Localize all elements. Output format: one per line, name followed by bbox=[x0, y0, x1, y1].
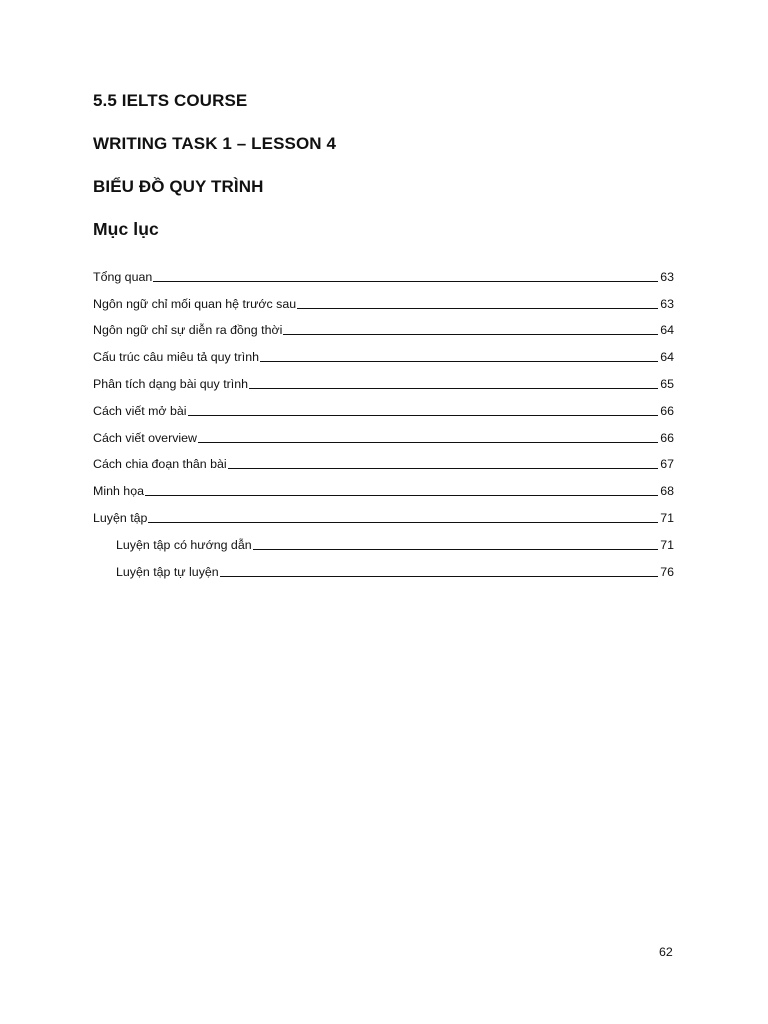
toc-entry-label: Cách viết overview bbox=[93, 430, 197, 445]
toc-entry[interactable] bbox=[93, 338, 674, 365]
toc-leader-line bbox=[220, 575, 658, 577]
toc-entry-label: Phân tích dạng bài quy trình bbox=[93, 376, 248, 391]
toc-entry-label: Luyện tập bbox=[93, 510, 148, 525]
toc-leader-line bbox=[283, 333, 658, 335]
lesson-title: WRITING TASK 1 – LESSON 4 bbox=[93, 134, 337, 153]
toc-title: Mục lục bbox=[93, 219, 159, 239]
toc-entry[interactable] bbox=[93, 472, 674, 499]
toc-entry-page: 71 bbox=[660, 537, 674, 552]
toc-entry-page: 64 bbox=[660, 350, 674, 365]
toc-entry-page: 63 bbox=[660, 269, 674, 284]
toc-leader-line bbox=[297, 307, 658, 309]
toc-entry-page: 66 bbox=[660, 403, 674, 418]
toc-entry-page: 65 bbox=[660, 376, 674, 391]
toc-entry[interactable] bbox=[93, 392, 674, 419]
toc-entry-page: 66 bbox=[660, 430, 674, 445]
toc-entry[interactable] bbox=[93, 365, 674, 392]
toc-entry[interactable] bbox=[93, 258, 674, 285]
toc-entry-page: 67 bbox=[660, 457, 674, 472]
toc-leader-line bbox=[253, 548, 658, 550]
toc-entry-label: Cách viết mở bài bbox=[93, 403, 187, 418]
course-title: 5.5 IELTS COURSE bbox=[93, 91, 248, 110]
toc-leader-line bbox=[153, 280, 658, 282]
toc-entry-label: Ngôn ngữ chỉ sự diễn ra đồng thời bbox=[93, 323, 283, 338]
toc-leader-line bbox=[249, 387, 658, 389]
toc-entry-page: 68 bbox=[660, 484, 674, 499]
toc-entry-label: Cách chia đoạn thân bài bbox=[93, 457, 227, 472]
toc-subentry[interactable] bbox=[116, 553, 674, 580]
toc-subentry[interactable] bbox=[116, 526, 674, 553]
toc-leader-line bbox=[145, 494, 658, 496]
toc-entry-label: Luyện tập tự luyện bbox=[116, 564, 219, 579]
page-number: 62 bbox=[659, 945, 673, 959]
toc-entry-label: Luyện tập có hướng dẫn bbox=[116, 537, 252, 552]
toc-entry[interactable] bbox=[93, 285, 674, 312]
toc-entry-label: Tổng quan bbox=[93, 269, 153, 284]
topic-title: BIỂU ĐỒ QUY TRÌNH bbox=[93, 177, 264, 196]
toc-leader-line bbox=[198, 441, 658, 443]
toc-entry[interactable] bbox=[93, 419, 674, 446]
toc-entry-label: Cấu trúc câu miêu tả quy trình bbox=[93, 350, 259, 365]
toc-leader-line bbox=[188, 414, 658, 416]
toc-leader-line bbox=[260, 360, 658, 362]
toc-entry-page: 63 bbox=[660, 296, 674, 311]
toc-entry[interactable] bbox=[93, 499, 674, 526]
toc-entry-page: 76 bbox=[660, 564, 674, 579]
toc-entry-label: Ngôn ngữ chỉ mối quan hệ trước sau bbox=[93, 296, 297, 311]
toc-entry[interactable] bbox=[93, 312, 674, 339]
toc-leader-line bbox=[148, 521, 658, 523]
toc-entry[interactable] bbox=[93, 446, 674, 473]
table-of-contents bbox=[0, 258, 768, 580]
toc-entry-page: 71 bbox=[660, 510, 674, 525]
toc-leader-line bbox=[228, 467, 658, 469]
toc-entry-page: 64 bbox=[660, 323, 674, 338]
toc-entry-label: Minh họa bbox=[93, 484, 144, 499]
